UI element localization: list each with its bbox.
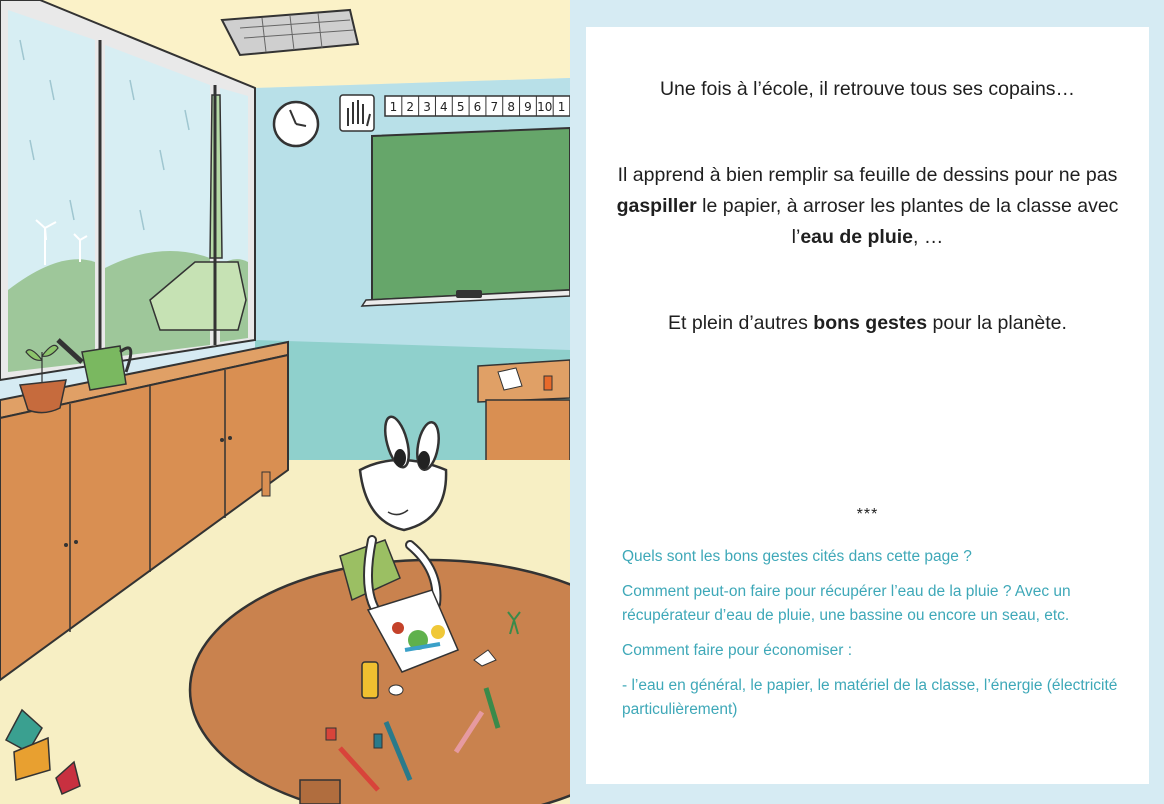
story-text: , … <box>913 226 944 248</box>
emphasis-bons-gestes: bons gestes <box>813 312 928 334</box>
question-1: Quels sont les bons gestes cités dans cette page ? <box>622 548 972 565</box>
number-strip-digit: 5 <box>456 100 465 114</box>
story-paragraph-1 <box>586 74 1149 105</box>
number-strip-digit: 10 <box>537 100 553 114</box>
text-panel <box>586 27 1149 784</box>
question-4: - l’eau en général, le papier, le matériel de la classe, l’énergie (électricité particulièrement) <box>622 677 1118 718</box>
number-strip-digit: 2 <box>406 100 415 114</box>
section-separator: *** <box>856 506 879 523</box>
number-strip-digit: 3 <box>423 100 431 114</box>
number-strip-digit: 9 <box>524 100 532 114</box>
story-text: pour la planète. <box>927 312 1067 334</box>
question-3: Comment faire pour économiser : <box>622 642 853 659</box>
number-strip-digit: 1 <box>557 100 566 114</box>
wall-clock <box>274 102 318 146</box>
story-text: Et plein d’autres <box>668 312 814 334</box>
number-strip-digit: 4 <box>440 100 448 114</box>
number-strip-digit: 8 <box>507 100 515 114</box>
emphasis-gaspiller: gaspiller <box>616 195 697 217</box>
story-paragraph-3 <box>586 308 1149 339</box>
chalkboard <box>362 128 570 306</box>
classroom-illustration <box>0 0 570 804</box>
number-strip <box>385 96 570 116</box>
story-text: Une fois à l’école, il retrouve tous ses copains… <box>659 78 1076 100</box>
number-strip-digit: 6 <box>473 100 482 114</box>
emphasis-eau-de-pluie: eau de pluie <box>800 226 914 248</box>
story-paragraph-2 <box>586 160 1149 253</box>
hand-sign <box>340 95 374 131</box>
number-strip-digit: 7 <box>490 100 499 114</box>
story-text: le papier, à arroser les plantes de la classe avec l’ <box>696 195 1119 248</box>
story-text: Il apprend à bien remplir sa feuille de dessins pour ne pas <box>617 164 1118 186</box>
question-2: Comment peut-on faire pour récupérer l’eau de la pluie ? Avec un récupérateur d’eau de pluie, une bassine ou encore un seau, etc. <box>622 583 1071 624</box>
number-strip-digit: 1 <box>389 100 398 114</box>
